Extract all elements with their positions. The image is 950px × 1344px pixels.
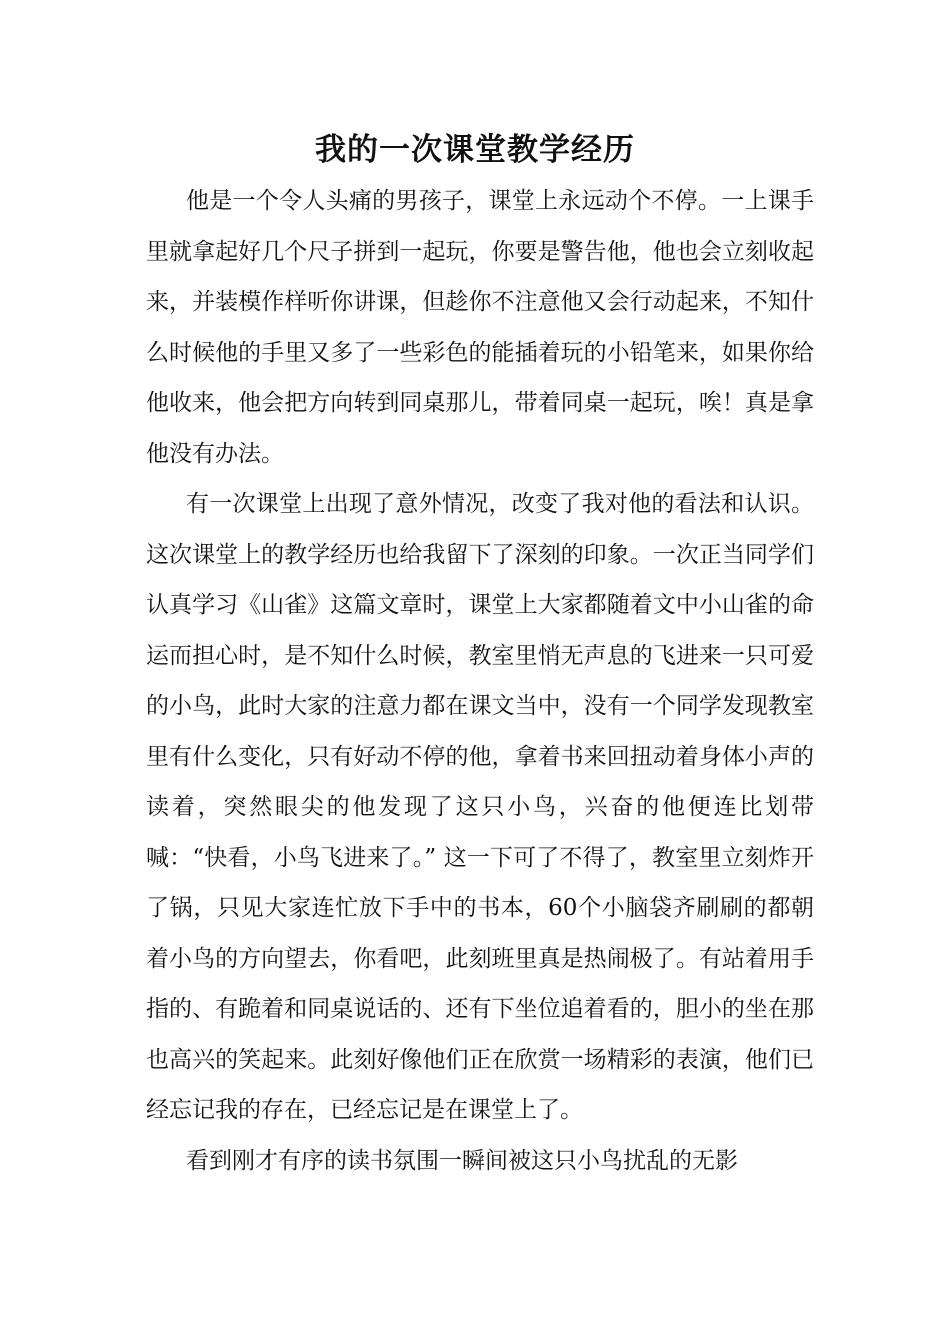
document-body [146, 176, 814, 1186]
paragraph-3: 看到刚才有序的读书氛围一瞬间被这只小鸟扰乱的无影 [186, 1147, 738, 1174]
document-title: 我的一次课堂教学经历 [315, 132, 635, 168]
paragraph-2: 有一次课堂上出现了意外情况，改变了我对他的看法和认识。这次课堂上的教学经历也给我留下了深刻的印象。一次正当同学们认真学习《山雀》这篇文章时，课堂上大家都随着文中小山雀的命运而担心时，是不知什么时候，教室里悄无声息的飞进来一只可爱的小鸟，此时大家的注意力都在课文当中，没有一个同学发现教室里有什么变化，只有好动不停的他，拿着书来回扭动着身体小声的读着，突然眼尖的他发现了这只小鸟，兴奋的他便连比划带喊：“快看，小鸟飞进来了。” 这一下可了不得了，教室里立刻炸开了锅，只见大家连忙放下手中的书本，60个小脑袋齐刷刷的都朝着小鸟的方向望去，你看吧，此刻班里真是热闹极了。有站着用手指的、有跪着和同桌说话的、还有下坐位追着看的，胆小的坐在那也高兴的笑起来。此刻好像他们正在欣赏一场精彩的表演，他们已经忘记我的存在，已经忘记是在课堂上了。 [146, 491, 814, 1123]
paragraph-1: 他是一个令人头痛的男孩子，课堂上永远动个不停。一上课手里就拿起好几个尺子拼到一起玩，你要是警告他，他也会立刻收起来，并装模作样听你讲课，但趁你不注意他又会行动起来，不知什么时候他的手里又多了一些彩色的能插着玩的小铅笔来，如果你给他收来，他会把方向转到同桌那儿，带着同桌一起玩，唉！真是拿他没有办法。 [146, 188, 814, 467]
